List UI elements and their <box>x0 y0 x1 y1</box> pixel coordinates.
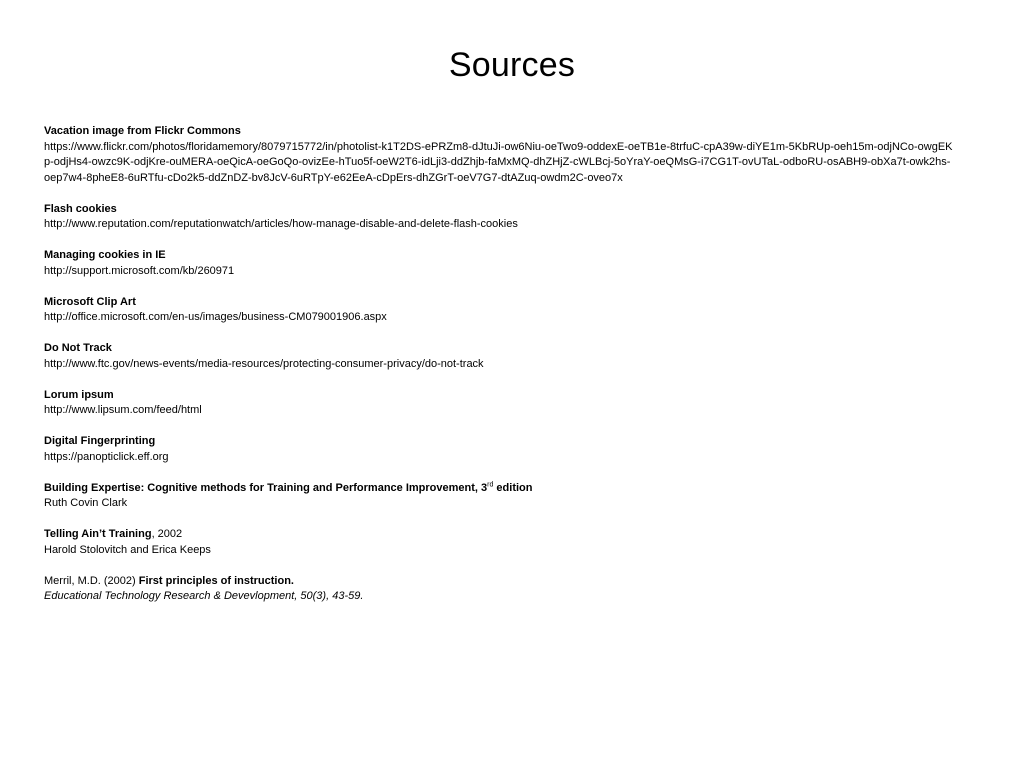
source-entry-fingerprinting <box>44 434 954 465</box>
source-heading: Microsoft Clip Art <box>44 295 136 308</box>
source-link: http://www.reputation.com/reputationwatch/articles/how-manage-disable-and-delete-flash-cookies <box>44 218 518 230</box>
source-link: http://www.ftc.gov/news-events/media-resources/protecting-consumer-privacy/do-not-track <box>44 357 484 370</box>
source-entry-flickr <box>44 124 954 186</box>
source-link: http://www.lipsum.com/feed/html <box>44 404 202 416</box>
book-title: Telling Ain’t Training <box>44 528 152 540</box>
source-entry-lorum-ipsum <box>44 388 954 419</box>
book-title: Building Expertise: Cognitive methods for Training and Performance Improvement, 3 <box>44 481 488 494</box>
article-citation <box>44 574 954 590</box>
article-title: First principles of instruction. <box>138 574 294 587</box>
source-entry-merril <box>44 574 954 605</box>
source-heading: Lorum ipsum <box>44 388 114 401</box>
source-heading: Vacation image from Flickr Commons <box>44 125 241 137</box>
article-journal: Educational Technology Research & Devevlopment, 50(3), 43-59. <box>44 590 364 602</box>
book-title-superscript: rd <box>487 480 494 488</box>
book-heading <box>44 481 954 497</box>
slide-title: Sources <box>448 46 576 84</box>
source-link: https://panopticlick.eff.org <box>44 450 169 463</box>
source-entry-do-not-track <box>44 341 954 372</box>
book-title-suffix: edition <box>493 481 533 494</box>
source-heading: Managing cookies in IE <box>44 249 166 261</box>
source-entry-building-expertise <box>44 481 954 512</box>
source-heading: Flash cookies <box>44 202 117 215</box>
source-entry-telling-aint-training <box>44 527 954 558</box>
book-authors: Harold Stolovitch and Erica Keeps <box>44 543 211 556</box>
book-author: Ruth Covin Clark <box>44 497 128 509</box>
source-link: http://office.microsoft.com/en-us/images/business-CM079001906.aspx <box>44 311 387 323</box>
book-heading <box>44 527 954 543</box>
source-link: http://support.microsoft.com/kb/260971 <box>44 264 235 277</box>
source-heading: Do Not Track <box>44 342 112 354</box>
source-entry-ie-cookies <box>44 248 954 279</box>
source-link: https://www.flickr.com/photos/floridamemory/8079715772/in/photolist-k1T2DS-ePRZm8-dJtuJi-ow6Niu-oeTwo9-oddexE-oeTB1e-8trfuC-cpA39w-diYE1m-5KbRUp-oeh15m-odjNCo-owgEKp-odjHs4-owzc9K-odjKre-ouMERA-oeQicA-oeGoQo-ovizEe-hTuo5f-oeW2T6-idLji3-ddZhjb-faMxMQ-dhZHjZ-cWLBcj-5oYraY-oeQMsG-i7CG1T-ovUTaL-odboRU-osABH9-obXa7t-owk2hs-oep7w4-8pheE8-6uRTfu-cDo2k5-ddZnDZ-bv8JcV-6uRTpY-e62EeA-cDpErs-dhZGrT-oeV7G7-dtAZuq-owdm2C-oveo7x <box>44 140 953 184</box>
source-heading: Digital Fingerprinting <box>44 435 156 447</box>
sources-list <box>44 124 954 620</box>
source-entry-clip-art <box>44 295 954 326</box>
source-entry-flash-cookies <box>44 202 954 233</box>
article-author: Merril, M.D. (2002) <box>44 574 139 587</box>
book-year: , 2002 <box>151 528 183 540</box>
